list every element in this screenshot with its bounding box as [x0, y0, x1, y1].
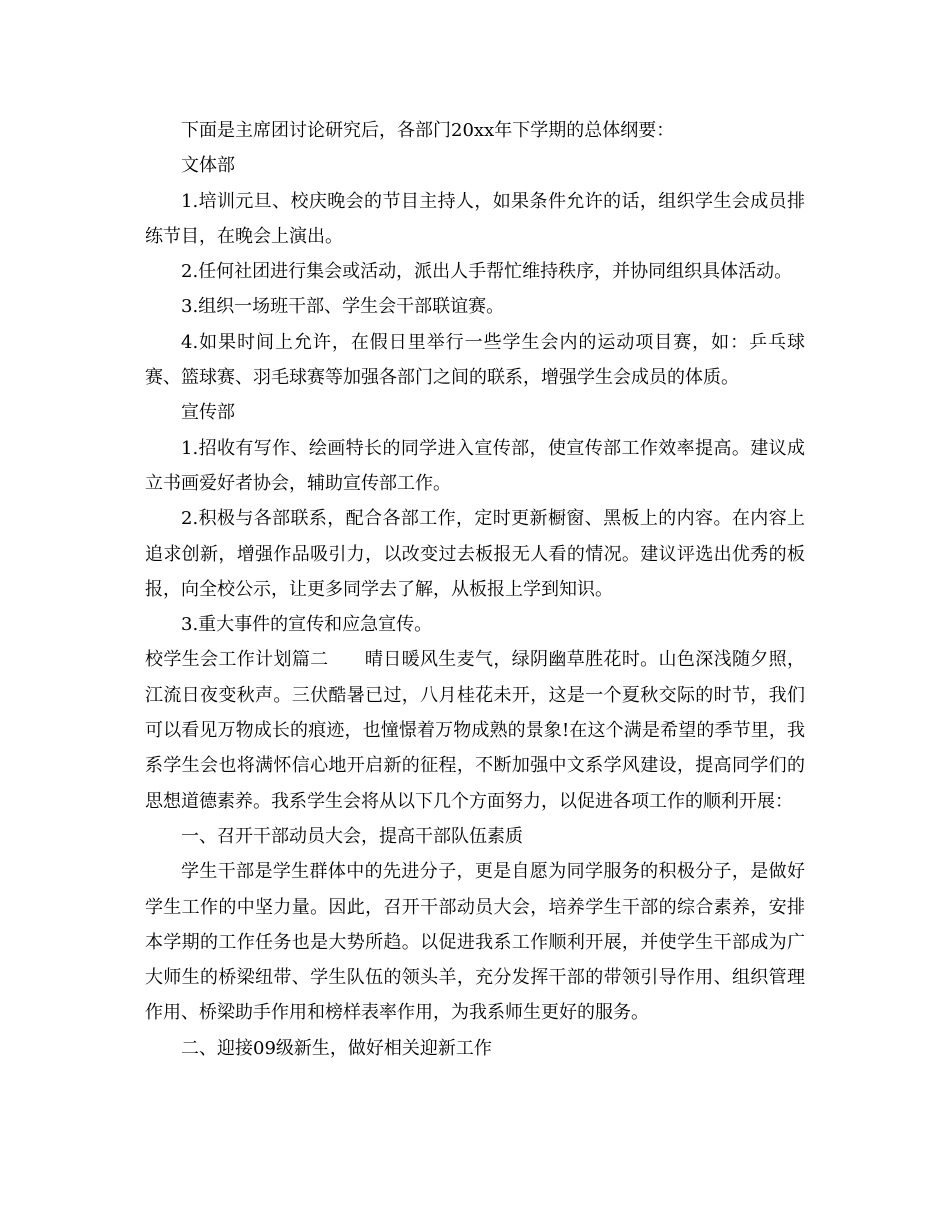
section-heading-culture-sports: 文体部 [181, 155, 235, 177]
point-one-body: 学生干部是学生群体中的先进分子，更是自愿为同学服务的积极分子，是做好学生工作的中坚力量。因此，召开干部动员大会，培养学生干部的综合素养，安排本学期的工作任务也是大势所趋。以促进我系工作顺利开展，并使学生干部成为广大师生的桥梁纽带、学生队伍的领头羊，充分发挥干部的带领引导作用、组织管理作用、桥梁助手作用和榜样表率作用，为我系师生更好的服务。 [145, 861, 805, 1024]
document-body [145, 113, 805, 1066]
point-two-heading: 二、迎接09级新生，做好相关迎新工作 [181, 1037, 492, 1059]
part-two-opening: 晴日暖风生麦气，绿阴幽草胜花时。山色深浅随夕照，江流日夜变秋声。三伏酷暑已过，八月桂花未开，这是一个夏秋交际的时节，我们可以看见万物成长的痕迹，也憧憬着万物成熟的景象!在这个满是希望的季节里，我系学生会也将满怀信心地开启新的征程，不断加强中文系学风建设，提高同学们的思想道德素养。我系学生会将从以下几个方面努力，以促进各项工作的顺利开展： [145, 649, 805, 812]
publicity-item-1: 1.招收有写作、绘画特长的同学进入宣传部，使宣传部工作效率提高。建议成立书画爱好者协会，辅助宣传部工作。 [145, 437, 805, 494]
section-heading-publicity: 宣传部 [181, 402, 235, 424]
point-one-heading: 一、召开干部动员大会，提高干部队伍素质 [181, 825, 523, 847]
culture-sports-item-2: 2.任何社团进行集会或活动，派出人手帮忙维持秩序，并协同组织具体活动。 [181, 261, 793, 283]
publicity-item-3: 3.重大事件的宣传和应急宣传。 [181, 614, 433, 636]
intro-paragraph: 下面是主席团讨论研究后，各部门20xx年下学期的总体纲要： [181, 120, 675, 141]
publicity-item-2: 2.积极与各部联系，配合各部工作，定时更新橱窗、黑板上的内容。在内容上追求创新，增强作品吸引力，以改变过去板报无人看的情况。建议评选出优秀的板报，向全校公示，让更多同学去了解，从板报上学到知识。 [145, 508, 805, 600]
part-two-paragraph [145, 642, 805, 818]
part-two-title: 校学生会工作计划篇二 [145, 649, 329, 671]
culture-sports-item-1: 1.培训元旦、校庆晚会的节目主持人，如果条件允许的话，组织学生会成员排练节目，在晚会上演出。 [145, 190, 805, 247]
culture-sports-item-3: 3.组织一场班干部、学生会干部联谊赛。 [181, 296, 505, 318]
culture-sports-item-4: 4.如果时间上允许，在假日里举行一些学生会内的运动项目赛，如：乒乓球赛、篮球赛、羽毛球赛等加强各部门之间的联系，增强学生会成员的体质。 [145, 331, 805, 389]
